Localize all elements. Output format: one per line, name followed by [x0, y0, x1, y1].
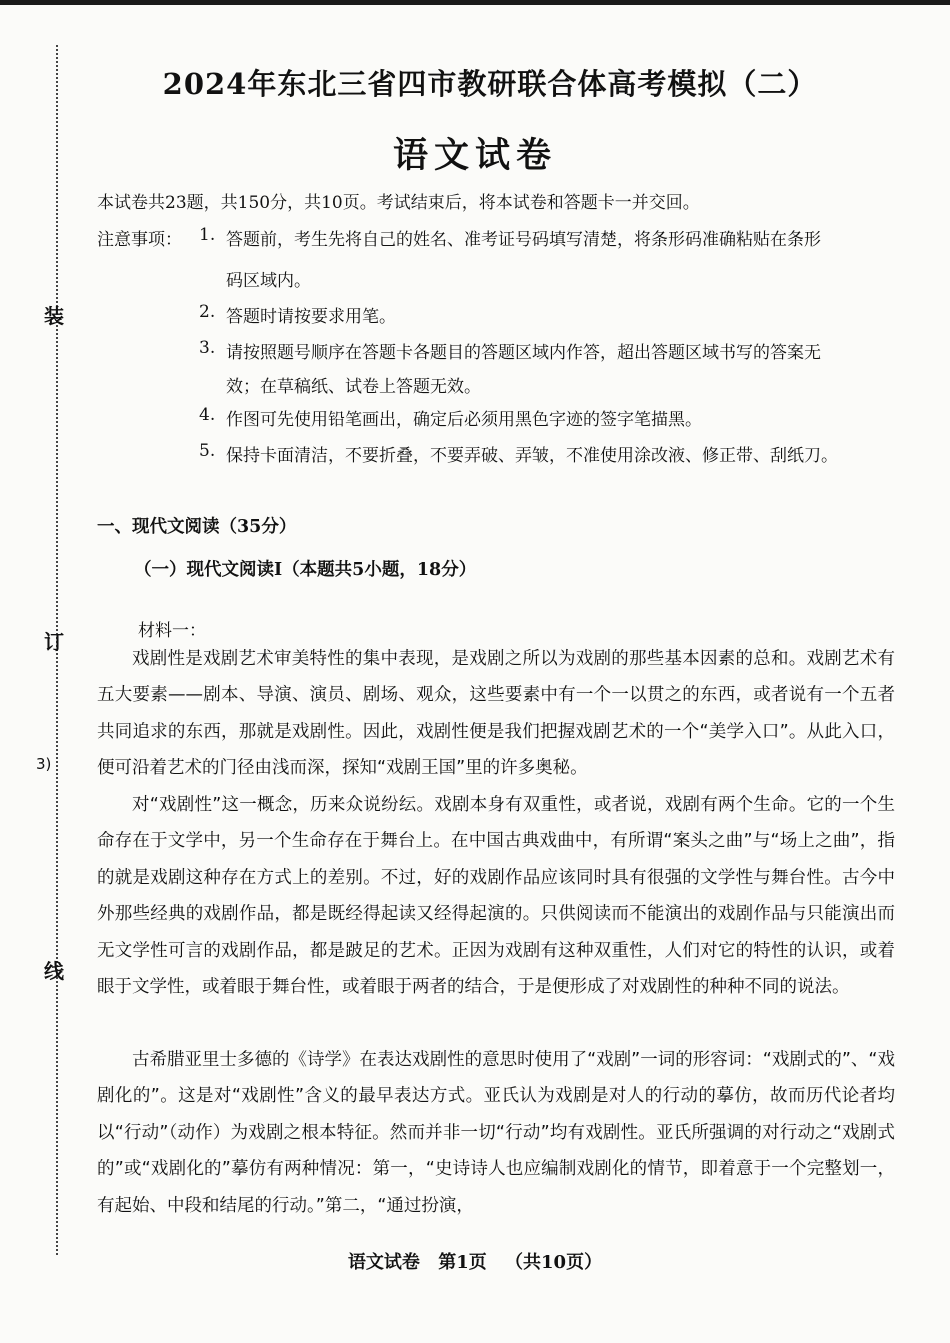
notice-item-2: 答题时请按要求用笔。 — [226, 307, 396, 327]
notice-item-3: 请按照题号顺序在答题卡各题目的答题区域内作答，超出答题区域书写的答案无 — [226, 343, 821, 363]
notice-item-3-cont: 效；在草稿纸、试卷上答题无效。 — [226, 377, 481, 397]
subsection-heading-reading-1: （一）现代文阅读Ⅰ（本题共5小题，18分） — [134, 560, 477, 580]
footer-exam-name: 语文试卷 — [347, 1252, 420, 1273]
footer-page-number: 第1页 — [438, 1252, 487, 1273]
section-heading-modern-reading: 一、现代文阅读（35分） — [97, 517, 297, 537]
exam-subtitle: 语文试卷 — [392, 135, 557, 176]
exam-title: 2024年东北三省四市教研联合体高考模拟（二） — [162, 67, 818, 101]
binding-char-ding: 订 — [44, 630, 64, 654]
notice-item-1-cont: 码区域内。 — [226, 271, 311, 291]
notice-item-4-num: 4. — [199, 405, 216, 425]
page-footer — [0, 1248, 950, 1274]
footer-total-pages: （共10页） — [505, 1252, 603, 1273]
passage-paragraph-2: 对“戏剧性”这一概念，历来众说纷纭。戏剧本身有双重性，或者说，戏剧有两个生命。它的一个生命存在于文学中，另一个生命存在于舞台上。在中国古典戏曲中，有所谓“案头之曲”与“场上之曲”，指的就是戏剧这种存在方式上的差别。不过，好的戏剧作品应该同时具有很强的文学性与舞台性。古今中外那些经典的戏剧作品，都是既经得起读又经得起演的。只供阅读而不能演出的戏剧作品与只能演出而无文学性可言的戏剧作品，都是跛足的艺术。正因为戏剧有这种双重性，人们对它的特性的认识，或着眼于文学性，或着眼于舞台性，或着眼于两者的结合，于是便形成了对戏剧性的种种不同的说法。 — [97, 795, 895, 998]
material-label: 材料一： — [138, 621, 206, 641]
exam-intro: 本试卷共23题，共150分，共10页。考试结束后，将本试卷和答题卡一并交回。 — [97, 193, 700, 213]
notice-item-4: 作图可先使用铅笔画出，确定后必须用黑色字迹的签字笔描黑。 — [226, 410, 702, 430]
top-border — [0, 0, 950, 5]
notice-item-2-num: 2. — [199, 302, 216, 322]
notice-label: 注意事项： — [97, 230, 182, 250]
binding-char-xian: 线 — [44, 959, 64, 983]
notice-item-5: 保持卡面清洁，不要折叠，不要弄破、弄皱，不准使用涂改液、修正带、刮纸刀。 — [226, 446, 838, 466]
passage-paragraph-3: 古希腊亚里士多德的《诗学》在表达戏剧性的意思时使用了“戏剧”一词的形容词：“戏剧式的”、“戏剧化的”。这是对“戏剧性”含义的最早表达方式。亚氏认为戏剧是对人的行动的摹仿，故而历代论者均以“行动”（动作）为戏剧之根本特征。然而并非一切“行动”均有戏剧性。亚氏所强调的对行动之“戏剧式的”或“戏剧化的”摹仿有两种情况：第一，“史诗诗人也应编制戏剧化的情节，即着意于一个完整划一，有起始、中段和结尾的行动。”第二，“通过扮演， — [97, 1050, 895, 1216]
notice-item-1-num: 1. — [199, 225, 216, 245]
binding-char-zhuang: 装 — [44, 304, 64, 328]
passage-paragraph-1: 戏剧性是戏剧艺术审美特性的集中表现，是戏剧之所以为戏剧的那些基本因素的总和。戏剧艺术有五大要素——剧本、导演、演员、剧场、观众，这些要素中有一个一以贯之的东西，或者说有一个五者共同追求的东西，那就是戏剧性。因此，戏剧性便是我们把握戏剧艺术的一个“美学入口”。从此入口，便可沿着艺术的门径由浅而深，探知“戏剧王国”里的许多奥秘。 — [97, 649, 895, 779]
notice-item-3-num: 3. — [199, 338, 216, 358]
binding-note: 3) — [36, 755, 52, 773]
notice-item-1: 答题前，考生先将自己的姓名、准考证号码填写清楚，将条形码准确粘贴在条形 — [226, 230, 821, 250]
notice-item-5-num: 5. — [199, 441, 216, 461]
